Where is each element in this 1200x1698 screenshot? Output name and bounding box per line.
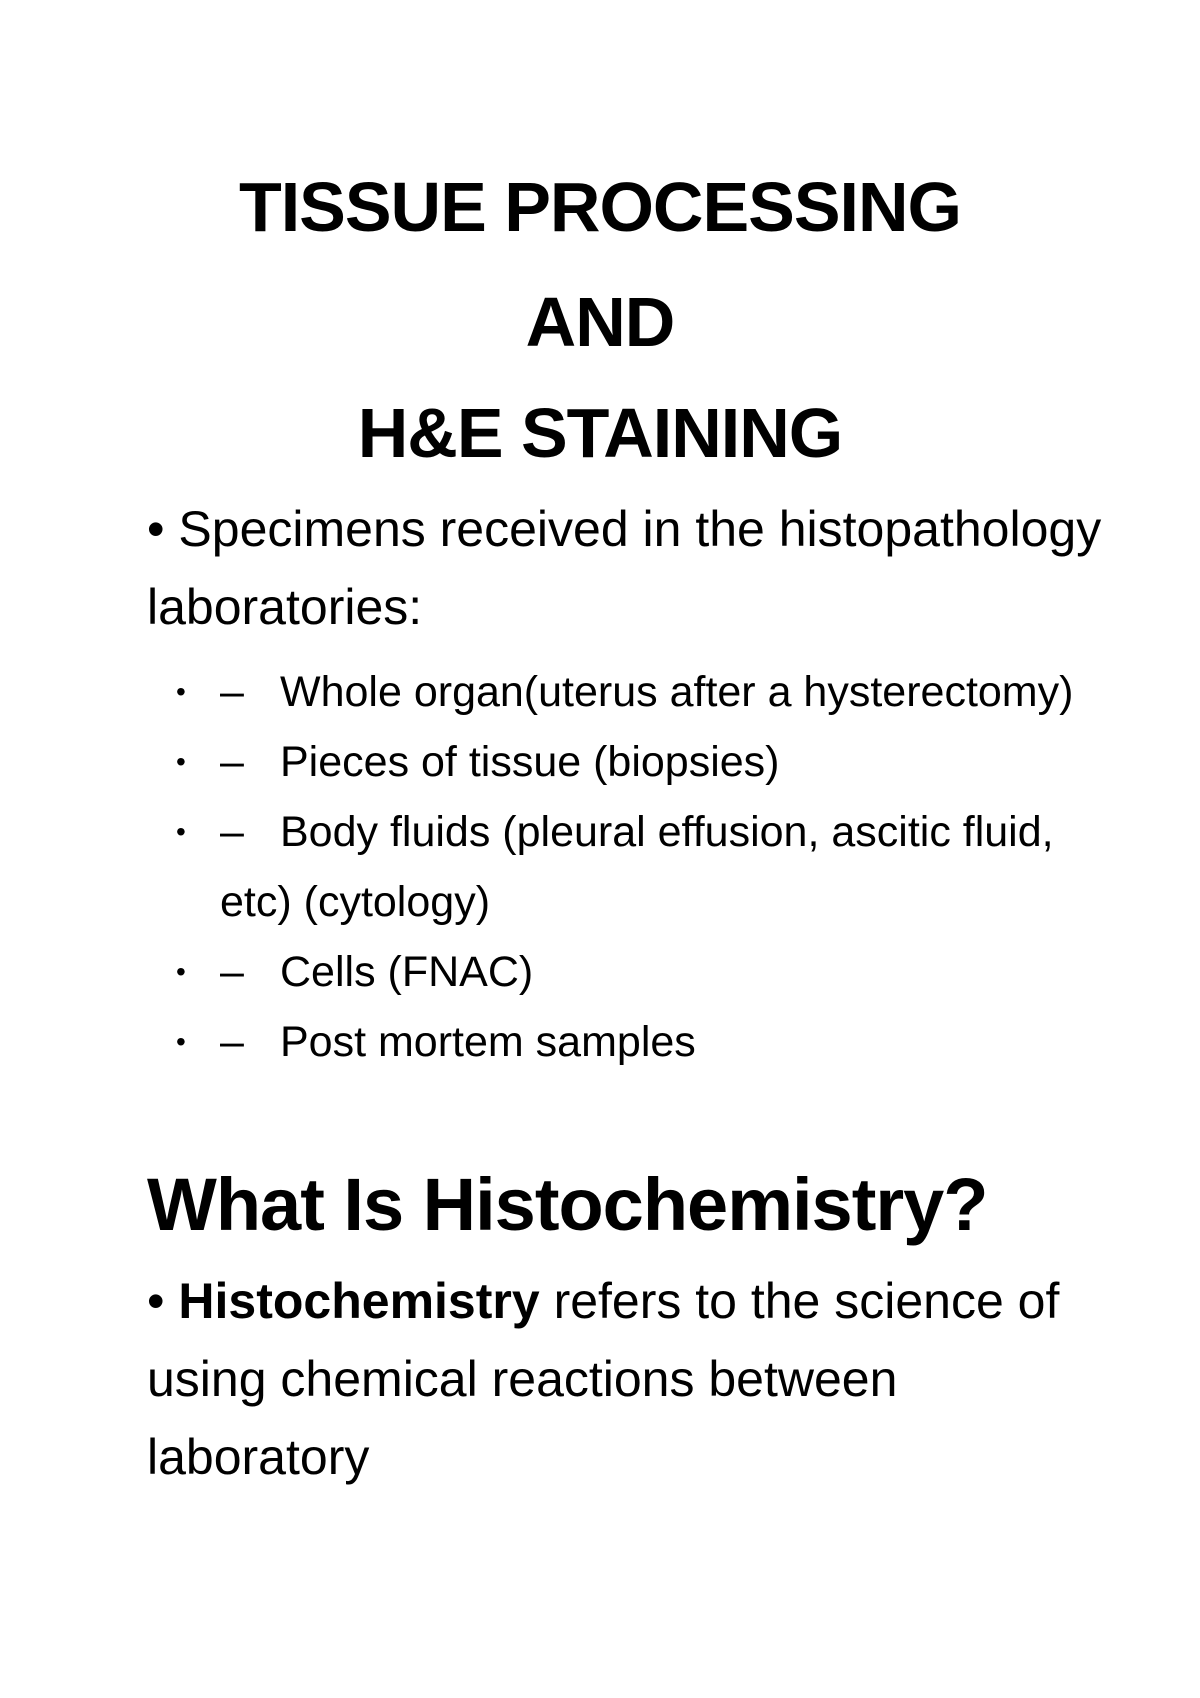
specimen-item	[176, 797, 1076, 937]
specimen-item	[176, 1007, 1076, 1077]
bullet-icon: •	[176, 676, 186, 707]
specimen-list	[176, 657, 1076, 1077]
bullet-icon: •	[176, 956, 186, 987]
intro-text: Specimens received in the histopathology laboratories:	[147, 501, 1102, 635]
bullet-icon: •	[176, 816, 186, 847]
definition-paragraph	[147, 1262, 1107, 1496]
bullet-icon: •	[176, 746, 186, 777]
specimen-text: Post mortem samples	[280, 1018, 696, 1066]
dash-icon: –	[220, 738, 244, 786]
dash-icon: –	[220, 1018, 244, 1066]
title-line-3: H&E STAINING	[357, 394, 843, 472]
specimen-text: Cells (FNAC)	[280, 948, 534, 996]
definition-text: refers to the science of using chemical reactions between laboratory	[147, 1273, 1060, 1485]
specimen-item	[176, 937, 1076, 1007]
dash-icon: –	[220, 948, 244, 996]
bullet-icon: •	[147, 501, 165, 557]
specimen-item	[176, 657, 1076, 727]
defined-term: Histochemistry	[178, 1273, 540, 1329]
specimen-text: Body fluids (pleural effusion, ascitic fluid, etc) (cytology)	[220, 808, 1054, 926]
specimen-item	[176, 727, 1076, 797]
bullet-icon: •	[147, 1273, 165, 1329]
title-line-1: TISSUE PROCESSING	[238, 168, 962, 246]
specimen-text: Whole organ(uterus after a hysterectomy)	[280, 668, 1074, 716]
intro-paragraph	[147, 490, 1107, 646]
title-line-2: AND	[525, 283, 675, 361]
dash-icon: –	[220, 808, 244, 856]
dash-icon: –	[220, 668, 244, 716]
section-heading: What Is Histochemistry?	[147, 1163, 988, 1246]
bullet-icon: •	[176, 1026, 186, 1057]
specimen-text: Pieces of tissue (biopsies)	[280, 738, 780, 786]
